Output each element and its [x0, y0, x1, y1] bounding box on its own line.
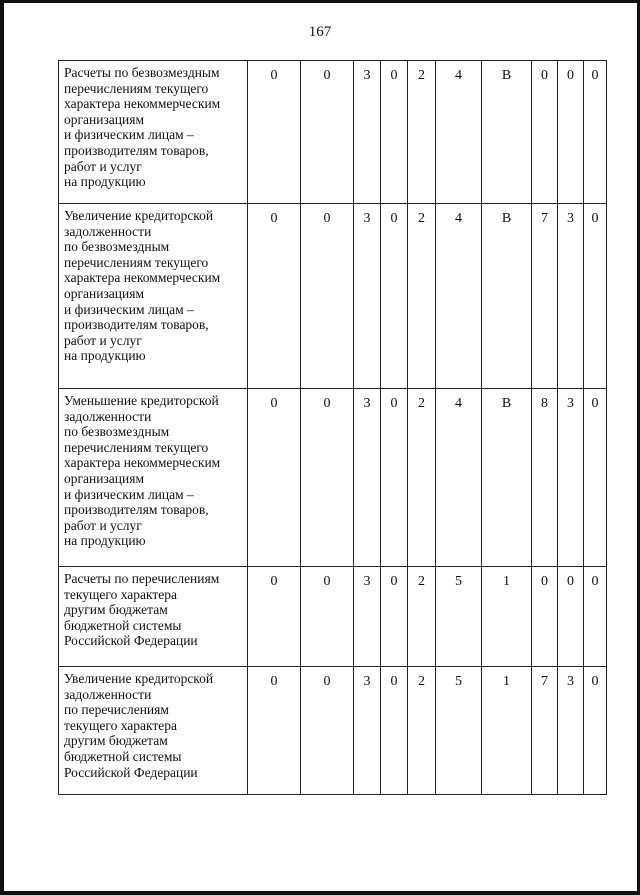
code-cell: 1	[482, 667, 532, 795]
row-description: Уменьшение кредиторской задолженности по безвозмездным перечислениям текущего характера некоммерческим организациям и физическим лицам – производителям товаров, работ и услуг на продукцию	[59, 389, 248, 567]
code-cell: 4	[436, 204, 482, 389]
code-cell: 7	[532, 204, 558, 389]
code-cell: 3	[354, 61, 381, 204]
row-description: Увеличение кредиторской задолженности по перечислениям текущего характера другим бюджетам бюджетной системы Российской Федерации	[59, 667, 248, 795]
table-row	[59, 61, 607, 204]
code-cell: 2	[408, 204, 436, 389]
code-cell: 0	[558, 567, 584, 667]
code-cell: 0	[248, 61, 301, 204]
code-cell: 0	[248, 204, 301, 389]
code-cell: 5	[436, 567, 482, 667]
code-cell: 1	[482, 567, 532, 667]
code-cell: 8	[532, 389, 558, 567]
table-row	[59, 567, 607, 667]
code-cell: 0	[381, 389, 408, 567]
code-cell: 0	[248, 667, 301, 795]
code-cell: 0	[381, 61, 408, 204]
code-cell: В	[482, 389, 532, 567]
code-cell: 0	[381, 204, 408, 389]
code-cell: 3	[354, 389, 381, 567]
code-cell: В	[482, 204, 532, 389]
row-description: Расчеты по перечислениям текущего характера другим бюджетам бюджетной системы Российской Федерации	[59, 567, 248, 667]
code-cell: 0	[584, 667, 607, 795]
code-cell: 3	[558, 389, 584, 567]
code-cell: 4	[436, 389, 482, 567]
code-cell: 0	[584, 61, 607, 204]
code-cell: 0	[381, 567, 408, 667]
table-row	[59, 667, 607, 795]
scan-border-left	[0, 0, 4, 895]
code-cell: 3	[354, 567, 381, 667]
code-cell: 3	[558, 204, 584, 389]
code-cell: 0	[381, 667, 408, 795]
code-cell: 3	[558, 667, 584, 795]
table-row	[59, 204, 607, 389]
code-cell: 2	[408, 667, 436, 795]
code-cell: 7	[532, 667, 558, 795]
code-cell: В	[482, 61, 532, 204]
code-cell: 0	[584, 567, 607, 667]
code-cell: 3	[354, 204, 381, 389]
code-cell: 0	[532, 61, 558, 204]
scan-border-bottom	[0, 891, 640, 895]
code-cell: 2	[408, 61, 436, 204]
code-cell: 0	[301, 567, 354, 667]
code-cell: 0	[584, 204, 607, 389]
code-cell: 0	[301, 389, 354, 567]
page-number: 167	[308, 24, 332, 40]
classification-table	[58, 60, 607, 795]
code-cell: 4	[436, 61, 482, 204]
code-cell: 3	[354, 667, 381, 795]
code-cell: 5	[436, 667, 482, 795]
table-row	[59, 389, 607, 567]
code-cell: 0	[248, 389, 301, 567]
code-cell: 0	[301, 667, 354, 795]
code-cell: 2	[408, 567, 436, 667]
code-cell: 0	[248, 567, 301, 667]
code-cell: 0	[532, 567, 558, 667]
code-cell: 2	[408, 389, 436, 567]
code-cell: 0	[301, 61, 354, 204]
code-cell: 0	[301, 204, 354, 389]
code-cell: 0	[558, 61, 584, 204]
row-description: Расчеты по безвозмездным перечислениям текущего характера некоммерческим организациям и физическим лицам – производителям товаров, работ и услуг на продукцию	[59, 61, 248, 204]
scan-border-top	[0, 0, 640, 3]
code-cell: 0	[584, 389, 607, 567]
row-description: Увеличение кредиторской задолженности по безвозмездным перечислениям текущего характера некоммерческим организациям и физическим лицам – производителям товаров, работ и услуг на продукцию	[59, 204, 248, 389]
